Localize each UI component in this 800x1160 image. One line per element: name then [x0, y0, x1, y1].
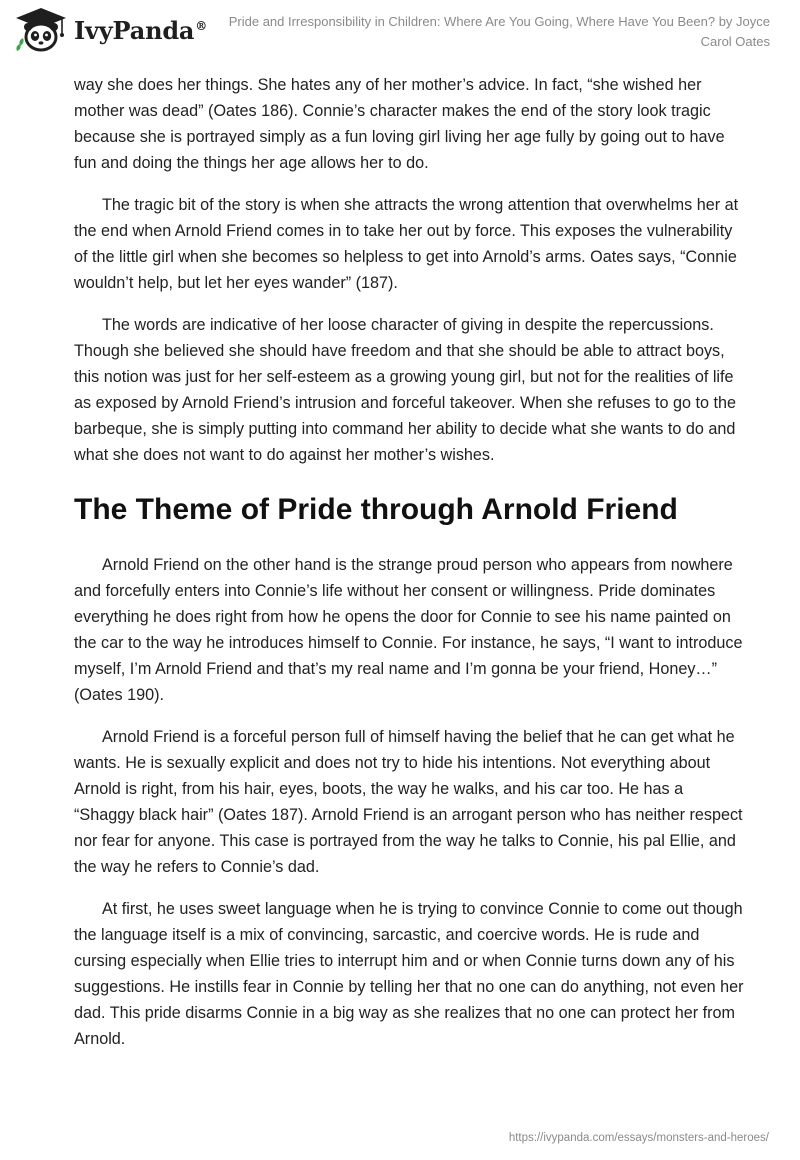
paragraph-2: The tragic bit of the story is when she attracts the wrong attention that overwhelms her at the end when Arnold Friend comes in to take her out by force. This exposes the vulnerability of the little girl when she becomes so helpless to get into Arnold’s arms. Oates says, “Connie wouldn’t help, but let her eyes wander” (187). — [74, 196, 739, 292]
source-url-link[interactable]: https://ivypanda.com/essays/monsters-and-heroes/ — [508, 1132, 769, 1144]
brand-logo-link[interactable] — [14, 6, 207, 54]
essay-body — [74, 72, 744, 1068]
page-header — [0, 0, 800, 62]
panda-graduation-cap-icon — [14, 6, 68, 54]
paragraph-1: way she does her things. She hates any of her mother’s advice. In fact, “she wished her mother was dead” (Oates 186). Connie’s character makes the end of the story look tragic because she is portrayed simply as a fun loving girl living her age fully by going out to have fun and doing the things her age allows her to do. — [74, 76, 725, 172]
document-title: Pride and Irresponsibility in Children: Where Are You Going, Where Have You Been? by Joyce Carol Oates — [228, 14, 770, 49]
paragraph-5: Arnold Friend is a forceful person full of himself having the belief that he can get what he wants. He is sexually explicit and does not try to hide his intentions. Not everything about Arnold is right, from his hair, eyes, boots, the way he walks, and his car too. He has a “Shaggy black hair” (Oates 187). Arnold Friend is an arrogant person who has neither respect nor fear for anyone. This case is portrayed from the way he talks to Connie, his pal Ellie, and the way he refers to Connie’s dad. — [74, 728, 743, 876]
paragraph-4: Arnold Friend on the other hand is the strange proud person who appears from nowhere and forcefully enters into Connie’s life without her consent or willingness. Pride dominates everything he does right from how he opens the door for Connie to see his name painted on the car to the way he introduces himself to Connie. For instance, he says, “I want to introduce myself, I’m Arnold Friend and that’s my real name and I’m gonna be your friend, Honey…” (Oates 190). — [74, 556, 743, 704]
section-heading: The Theme of Pride through Arnold Friend — [74, 493, 678, 526]
brand-name: IvyPanda® — [74, 15, 208, 45]
paragraph-6: At first, he uses sweet language when he is trying to convince Connie to come out though the language itself is a mix of convincing, sarcastic, and coercive words. He is rude and cursing especially when Ellie tries to interrupt him and or when Connie turns down any of his suggestions. He instills fear in Connie by telling her that no one can do anything, not even her dad. This pride disarms Connie in a big way as she realizes that no one can protect her from Arnold. — [74, 900, 744, 1048]
paragraph-3: The words are indicative of her loose character of giving in despite the repercussions. Though she believed she should have freedom and that she should be able to attract boys, this notion was just for her self-esteem as a growing young girl, but not for the realities of life as exposed by Arnold Friend’s intrusion and forceful takeover. When she refuses to go to the barbeque, she is simply putting into command her ability to decide what she wants to do and what she does not want to do against her mother’s wishes. — [74, 316, 736, 464]
